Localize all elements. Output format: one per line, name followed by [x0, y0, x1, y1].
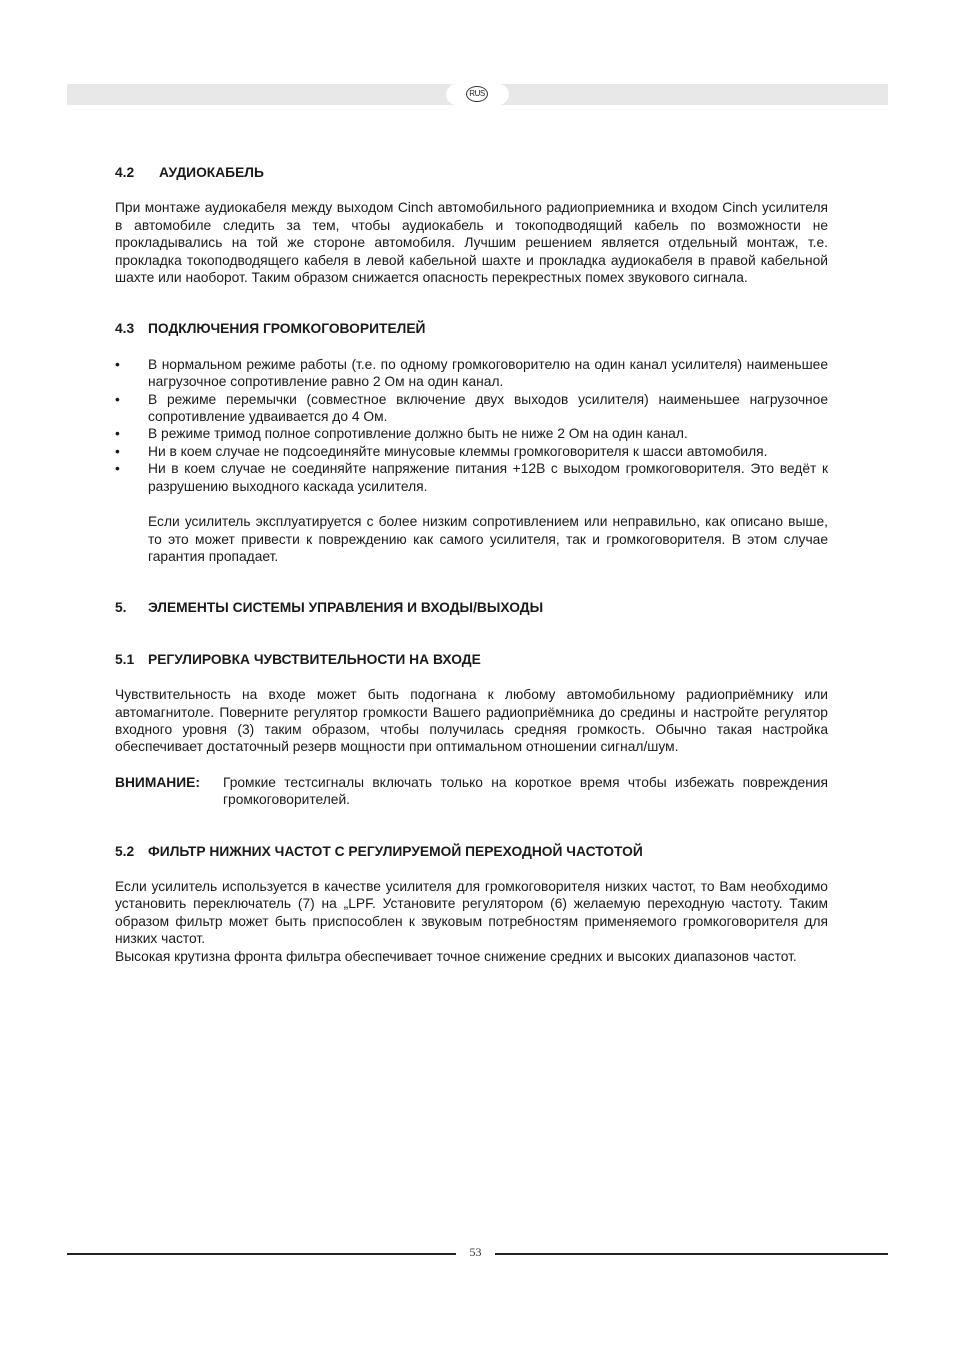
section-number: 4.2	[115, 165, 135, 180]
section-number: 5.2	[115, 843, 135, 859]
language-badge: RUS	[466, 86, 488, 102]
bullet-icon: •	[115, 391, 120, 407]
section-title: ФИЛЬТР НИЖНИХ ЧАСТОТ С РЕГУЛИРУЕМОЙ ПЕРЕХОДНОЙ ЧАСТОТОЙ	[148, 843, 643, 859]
list-item: • В режиме тримод полное сопротивление должно быть не ниже 2 Ом на один канал.	[115, 426, 688, 442]
section-number: 5.1	[115, 651, 135, 667]
section-5-2-heading	[115, 843, 828, 860]
footer-rule-right	[495, 1253, 888, 1255]
section-5-2-body-2: Высокая крутизна фронта фильтра обеспечивает точное снижение средних и высоких диапазонов частот.	[115, 948, 797, 964]
bullet-icon: •	[115, 461, 120, 477]
section-4-3-heading	[115, 320, 828, 337]
section-5-1-body: Чувствительность на входе может быть подогнана к любому автомобильному радиоприёмнику или автомагнитоле. Поверните регулятор громкости Вашего радиоприёмника до средины и настройте регулятор входного уровня (3) таким образом, чтобы получилась средняя громкость. Обычно такая настройка обеспечивает достаточный резерв мощности при оптимальном отношении сигнал/шум.	[115, 687, 828, 755]
list-item: • Ни в коем случае не соединяйте напряжение питания +12В с выходом громкоговорителя. Это ведёт к разрушению выходного каскада усилителя.	[115, 461, 828, 494]
section-title: ПОДКЛЮЧЕНИЯ ГРОМКОГОВОРИТЕЛЕЙ	[148, 321, 426, 337]
list-item: • В нормальном режиме работы (т.е. по одному громкоговорителю на один канал усилителя) наименьшее нагрузочное сопротивление равно 2 Ом на один канал.	[115, 356, 828, 390]
section-title: АУДИОКАБЕЛЬ	[159, 165, 264, 180]
bullet-icon: •	[115, 426, 120, 442]
section-number: 4.3	[115, 321, 135, 337]
section-title: ЭЛЕМЕНТЫ СИСТЕМЫ УПРАВЛЕНИЯ И ВХОДЫ/ВЫХОДЫ	[148, 600, 544, 616]
page-content	[115, 164, 828, 965]
section-5-heading	[115, 599, 828, 616]
section-title: РЕГУЛИРОВКА ЧУВСТВИТЕЛЬНОСТИ НА ВХОДЕ	[148, 651, 481, 667]
warning-block	[115, 774, 828, 809]
warranty-note: Если усилитель эксплуатируется с более низким сопротивлением или неправильно, как описано выше, то это может привести к повреждению как самого усилителя, так и громкоговорителя. В этом случае гарантия пропадает.	[148, 514, 828, 564]
warning-label: ВНИМАНИЕ:	[115, 774, 200, 790]
page-number: 53	[469, 1245, 482, 1259]
section-4-2-heading	[115, 164, 828, 181]
speaker-connection-list	[115, 356, 828, 495]
list-item: • Ни в коем случае не подсоединяйте минусовые клеммы громкоговорителя к шасси автомобиля.	[115, 443, 768, 459]
list-item: • В режиме перемычки (совместное включение двух выходов усилителя) наименьшее нагрузочное сопротивление удваивается до 4 Ом.	[115, 391, 828, 425]
footer-rule-left	[67, 1253, 456, 1255]
section-4-2-body: При монтаже аудиокабеля между выходом Cinch автомобильного радиоприемника и входом Cinch усилителя в автомобиле следить за тем, чтобы аудиокабель и токоподводящий кабель по возможности не прокладывались на той же стороне автомобиля. Лучшим решением является отдельный монтаж, т.е. прокладка токоподводящего кабеля в левой кабельной шахте и прокладка аудиокабеля в правой кабельной шахте или наоборот. Таким образом снижается опасность перекрестных помех звукового сигнала.	[115, 200, 828, 286]
warning-text: Громкие тестсигналы включать только на короткое время чтобы избежать повреждения громкоговорителей.	[223, 774, 828, 808]
bullet-icon: •	[115, 443, 120, 459]
section-5-2-body: Если усилитель используется в качестве усилителя для громкоговорителя низких частот, то Вам необходимо установить переключатель (7) на „LPF. Установите регулятором (6) желаемую переходную частоту. Таким образом фильтр может быть приспособлен к звуковым потребностям применяемого громкоговорителя для низких частот.	[115, 878, 828, 947]
section-number: 5.	[115, 600, 127, 616]
bullet-icon: •	[115, 356, 120, 372]
section-5-1-heading	[115, 651, 828, 668]
